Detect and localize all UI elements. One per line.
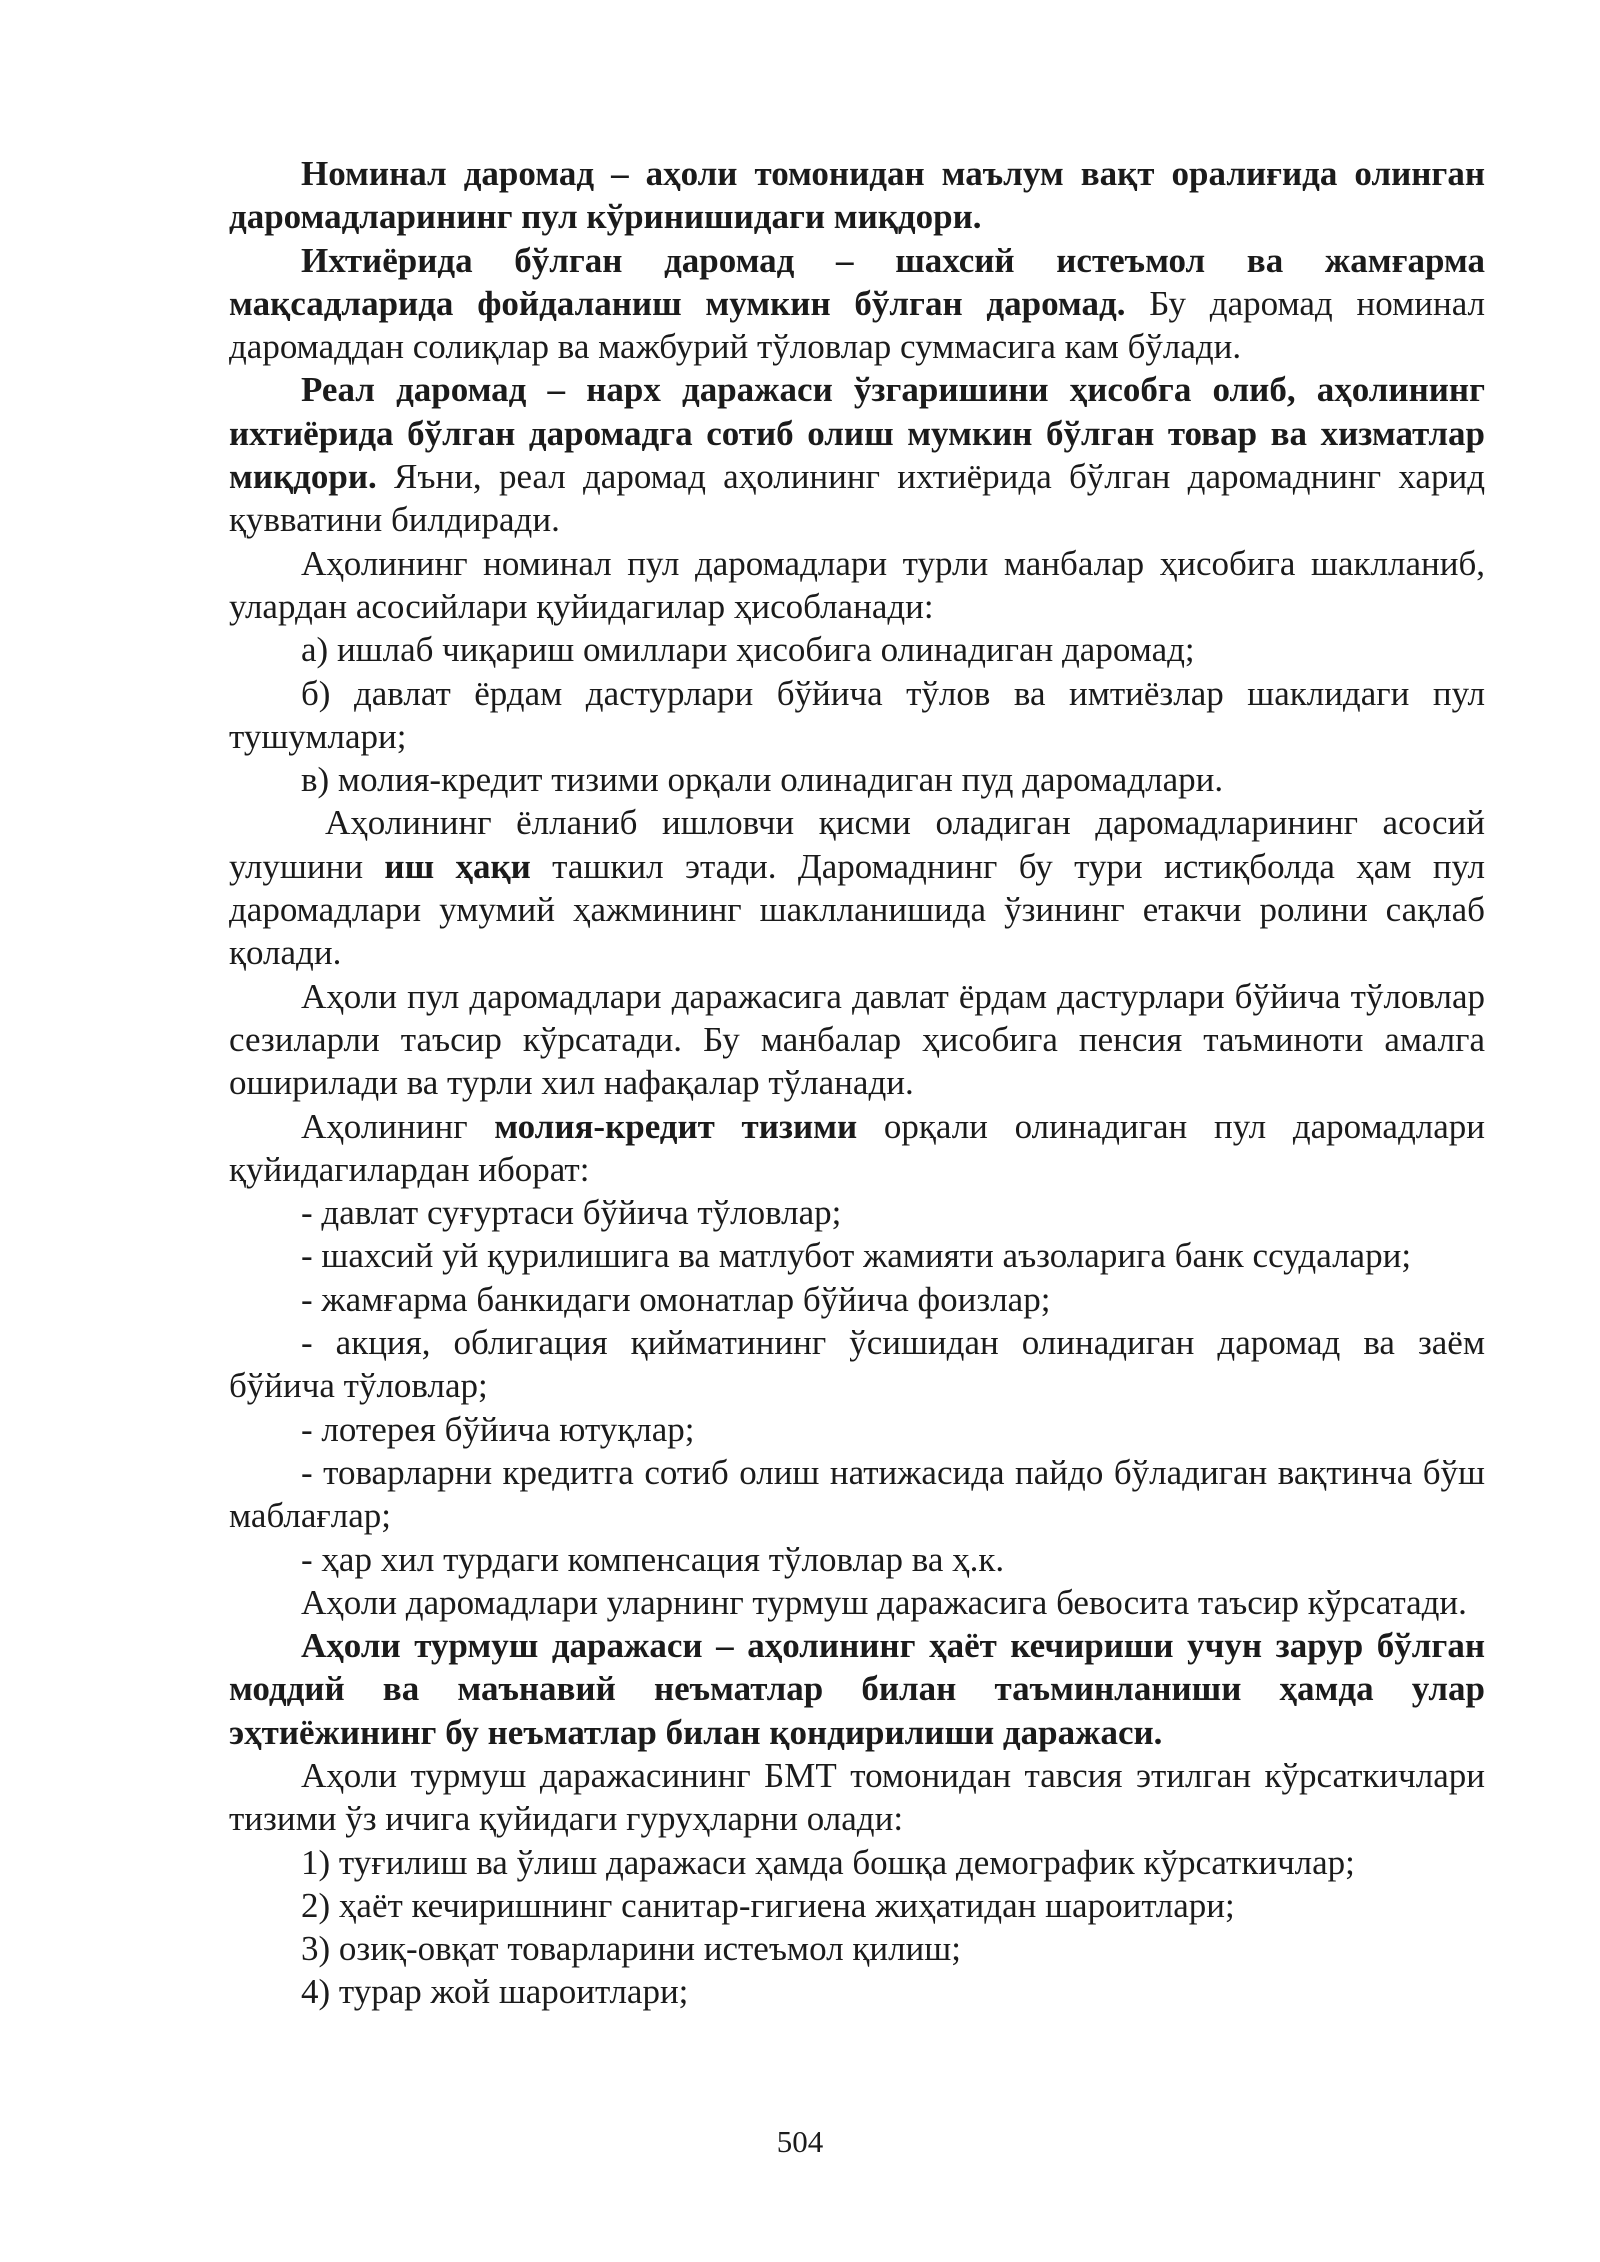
definition-nominal-income: Номинал даромад – аҳоли томонидан маълум вақт оралиғида олинган даромадларининг пул кўринишидаги миқдори. (229, 154, 1485, 237)
document-body (229, 152, 1485, 2014)
list-item-b (229, 672, 1485, 759)
list-item-2 (229, 1884, 1485, 1927)
paragraph-text: ташкил этади. Даромаднинг бу тури истиқболда ҳам пул даромадлари умумий ҳажмининг шаклланишида ўзининг етакчи ролини сақлаб қолади. (229, 846, 1485, 973)
list-item-text: - давлат суғуртаси бўйича тўловлар; (301, 1193, 842, 1233)
paragraph-un-indicators (229, 1754, 1485, 1841)
term-finance-credit-system: молия-кредит тизими (494, 1106, 858, 1146)
list-item-3 (229, 1927, 1485, 1970)
list-item-text: 2) ҳаёт кечиришнинг санитар-гигиена жиҳатидан шароитлари; (301, 1885, 1235, 1925)
paragraph-state-aid (229, 975, 1485, 1105)
paragraph-text: Бу даромад номинал даромаддан солиқлар ва мажбурий тўловлар суммасига кам бўлади. (229, 283, 1486, 367)
list-item-text: а) ишлаб чиқариш омиллари ҳисобига олинадиган даромад; (301, 630, 1195, 670)
list-item-1 (229, 1841, 1485, 1884)
paragraph-text: Аҳолининг номинал пул даромадлари турли манбалар ҳисобига шаклланиб, улардан асосийлари қуйидагилар ҳисобланади: (229, 543, 1485, 626)
paragraph-text: Аҳолининг ёлланиб ишловчи қисми оладиган даромадларининг асосий улушини (229, 803, 1485, 886)
list-item (229, 1538, 1485, 1581)
paragraph-text: Аҳоли турмуш даражасининг БМТ томонидан тавсия этилган кўрсаткичлари тизими ўз ичига қуйидаги гуруҳларни олади: (229, 1755, 1485, 1839)
list-item (229, 1451, 1485, 1538)
list-item-text: 1) туғилиш ва ўлиш даражаси ҳамда бошқа демографик кўрсаткичлар; (301, 1842, 1355, 1882)
term-wages: иш ҳақи (384, 846, 531, 886)
paragraph-text: Яъни, реал даромад аҳолининг ихтиёрида бўлган даромаднинг харид қувватини билдиради. (229, 457, 1485, 540)
list-item-text: - товарларни кредитга сотиб олиш натижасида пайдо бўладиган вақтинча бўш маблағлар; (229, 1452, 1485, 1536)
list-item-text: - шахсий уй қурилишига ва матлубот жамияти аъзоларига банк ссудалари; (301, 1236, 1412, 1276)
list-item-text: - жамғарма банкидаги омонатлар бўйича фоизлар; (301, 1279, 1051, 1319)
page-number: 504 (776, 2124, 824, 2159)
list-item-v (229, 758, 1485, 801)
list-item (229, 1408, 1485, 1451)
paragraph-income-effect (229, 1581, 1485, 1624)
paragraph-finance-credit (229, 1105, 1485, 1192)
paragraph-income-sources (229, 542, 1485, 629)
definition-living-standard: Аҳоли турмуш даражаси – аҳолининг ҳаёт кечириши учун зарур бўлган моддий ва маънавий неъматлар билан таъминланиши ҳамда улар эҳтиёжининг бу неъматлар билан қондирилиши даражаси. (229, 1626, 1485, 1752)
paragraph-text: Аҳоли даромадлари уларнинг турмуш даражасига бевосита таъсир кўрсатади. (301, 1582, 1467, 1622)
paragraph-text: орқали олинадиган пул даромадлари қуйидагилардан иборат: (229, 1106, 1485, 1189)
list-item-4 (229, 1970, 1485, 2013)
list-item-text: 4) турар жой шароитлари; (301, 1972, 689, 2012)
list-item-text: б) давлат ёрдам дастурлари бўйича тўлов ва имтиёзлар шаклидаги пул тушумлари; (229, 673, 1485, 756)
list-item-text: в) молия-кредит тизими орқали олинадиган пуд даромадлари. (301, 760, 1224, 800)
list-item-a (229, 628, 1485, 671)
list-item-text: - ҳар хил турдаги компенсация тўловлар ва ҳ.к. (301, 1539, 1005, 1579)
paragraph-living-standard (229, 1624, 1485, 1754)
paragraph-wages (229, 801, 1485, 974)
paragraph-text: Аҳолининг (301, 1106, 495, 1146)
list-item (229, 1321, 1485, 1408)
paragraph-real-income (229, 368, 1485, 541)
definition-disposable-income: Ихтиёрида бўлган даромад – шахсий истеъмол ва жамғарма мақсадларида фойдаланиш мумкин бўлган даромад. (229, 240, 1485, 323)
list-item-text: - лотерея бўйича ютуқлар; (301, 1409, 695, 1449)
list-item-text: - акция, облигация қийматининг ўсишидан олинадиган даромад ва заём бўйича тўловлар; (229, 1323, 1485, 1406)
paragraph-disposable-income (229, 239, 1485, 369)
paragraph-text: Аҳоли пул даромадлари даражасига давлат ёрдам дастурлари бўйича тўловлар сезиларли таъсир кўрсатади. Бу манбалар ҳисобига пенсия таъминоти амалга оширилади ва турли хил нафақалар тўланади. (229, 976, 1485, 1103)
definition-real-income: Реал даромад – нарх даражаси ўзгаришини ҳисобга олиб, аҳолининг ихтиёрида бўлган даромадга сотиб олиш мумкин бўлган товар ва хизматлар миқдори. (229, 370, 1485, 497)
list-item (229, 1234, 1485, 1277)
list-item-text: 3) озиқ-овқат товарларини истеъмол қилиш; (301, 1929, 961, 1969)
list-item (229, 1278, 1485, 1321)
list-item (229, 1191, 1485, 1234)
paragraph-nominal-income (229, 152, 1485, 239)
